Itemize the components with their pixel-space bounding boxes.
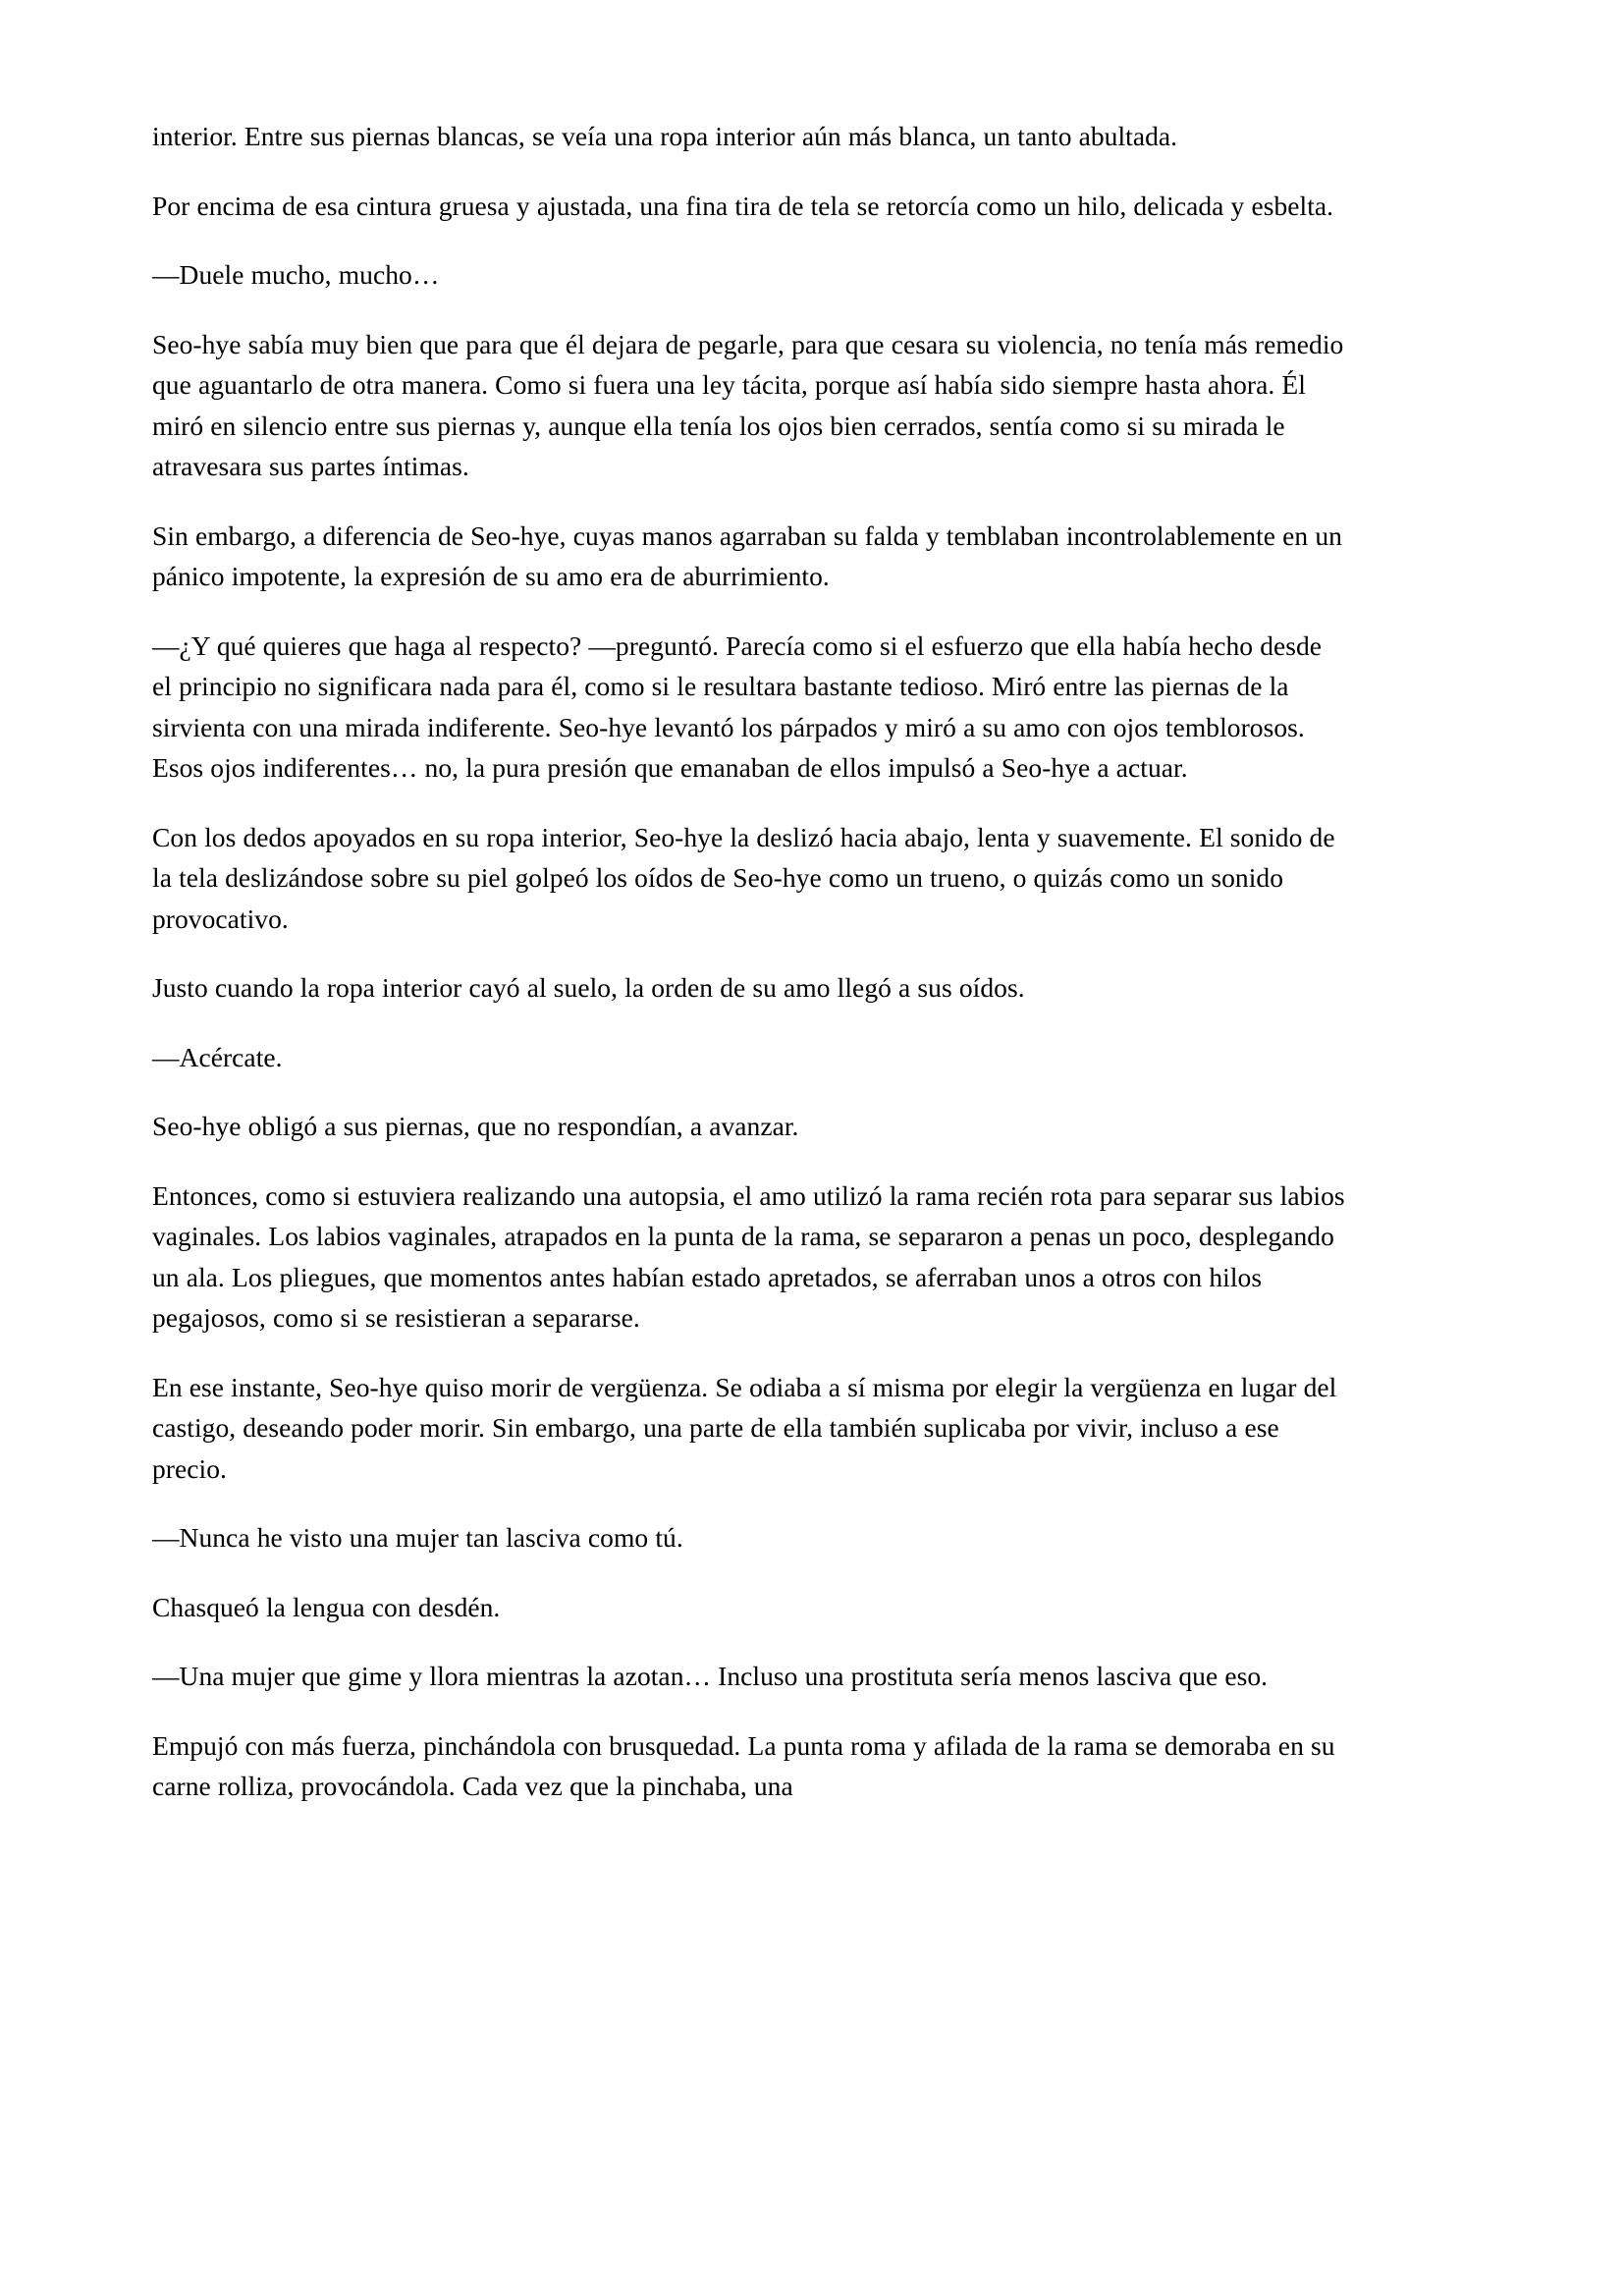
paragraph: interior. Entre sus piernas blancas, se veía una ropa interior aún más blanca, un tanto abultada. [152, 121, 1178, 151]
paragraph: Por encima de esa cintura gruesa y ajustada, una fina tira de tela se retorcía como un hilo, delicada y esbelta. [152, 190, 1334, 221]
paragraph: Con los dedos apoyados en su ropa interior, Seo-hye la deslizó hacia abajo, lenta y suavemente. El sonido de la tela deslizándose sobre su piel golpeó los oídos de Seo-hye como un trueno, o quizás como un sonido provocativo. [152, 821, 1335, 934]
dialogue-line: —Una mujer que gime y llora mientras la azotan… Incluso una prostituta sería menos lasciva que eso. [152, 1661, 1269, 1691]
paragraph: En ese instante, Seo-hye quiso morir de vergüenza. Se odiaba a sí misma por elegir la vergüenza en lugar del castigo, deseando poder morir. Sin embargo, una parte de ella también suplicaba por vivir, incluso a ese precio. [152, 1371, 1337, 1484]
body-text-column [152, 116, 1348, 1807]
paragraph: Seo-hye sabía muy bien que para que él dejara de pegarle, para que cesara su violencia, no tenía más remedio que aguantarlo de otra manera. Como si fuera una ley tácita, porque así había sido siempre hasta ahora. Él miró en silencio entre sus piernas y, aunque ella tenía los ojos bien cerrados, sentía como si su mirada le atravesara sus partes íntimas. [152, 328, 1344, 481]
paragraph: Chasqueó la lengua con desdén. [152, 1591, 501, 1622]
dialogue-line: —Duele mucho, mucho… [152, 259, 440, 290]
paragraph: Empujó con más fuerza, pinchándola con brusquedad. La punta roma y afilada de la rama se demoraba en su carne rolliza, provocándola. Cada vez que la pinchaba, una [152, 1729, 1335, 1801]
paragraph: Justo cuando la ropa interior cayó al suelo, la orden de su amo llegó a sus oídos. [152, 972, 1025, 1003]
paragraph: Sin embargo, a diferencia de Seo-hye, cuyas manos agarraban su falda y temblaban incontrolablemente en un pánico impotente, la expresión de su amo era de aburrimiento. [152, 519, 1342, 591]
paragraph: Entonces, como si estuviera realizando una autopsia, el amo utilizó la rama recién rota para separar sus labios vaginales. Los labios vaginales, atrapados en la punta de la rama, se separaron a penas un poco, desplegando un ala. Los pliegues, que momentos antes habían estado apretados, se aferraban unos a otros con hilos pegajosos, como si se resistieran a separarse. [152, 1179, 1345, 1333]
dialogue-line: —Acércate. [152, 1041, 283, 1072]
dialogue-line: —¿Y qué quieres que haga al respecto? —preguntó. Parecía como si el esfuerzo que ella había hecho desde el principio no significara nada para él, como si le resultara bastante tedioso. Miró entre las piernas de la sirvienta con una mirada indiferente. Seo-hye levantó los párpados y miró a su amo con ojos temblorosos. Esos ojos indiferentes… no, la pura presión que emanaban de ellos impulsó a Seo-hye a actuar. [152, 629, 1323, 783]
dialogue-line: —Nunca he visto una mujer tan lasciva como tú. [152, 1522, 683, 1553]
paragraph: Seo-hye obligó a sus piernas, que no respondían, a avanzar. [152, 1111, 799, 1141]
